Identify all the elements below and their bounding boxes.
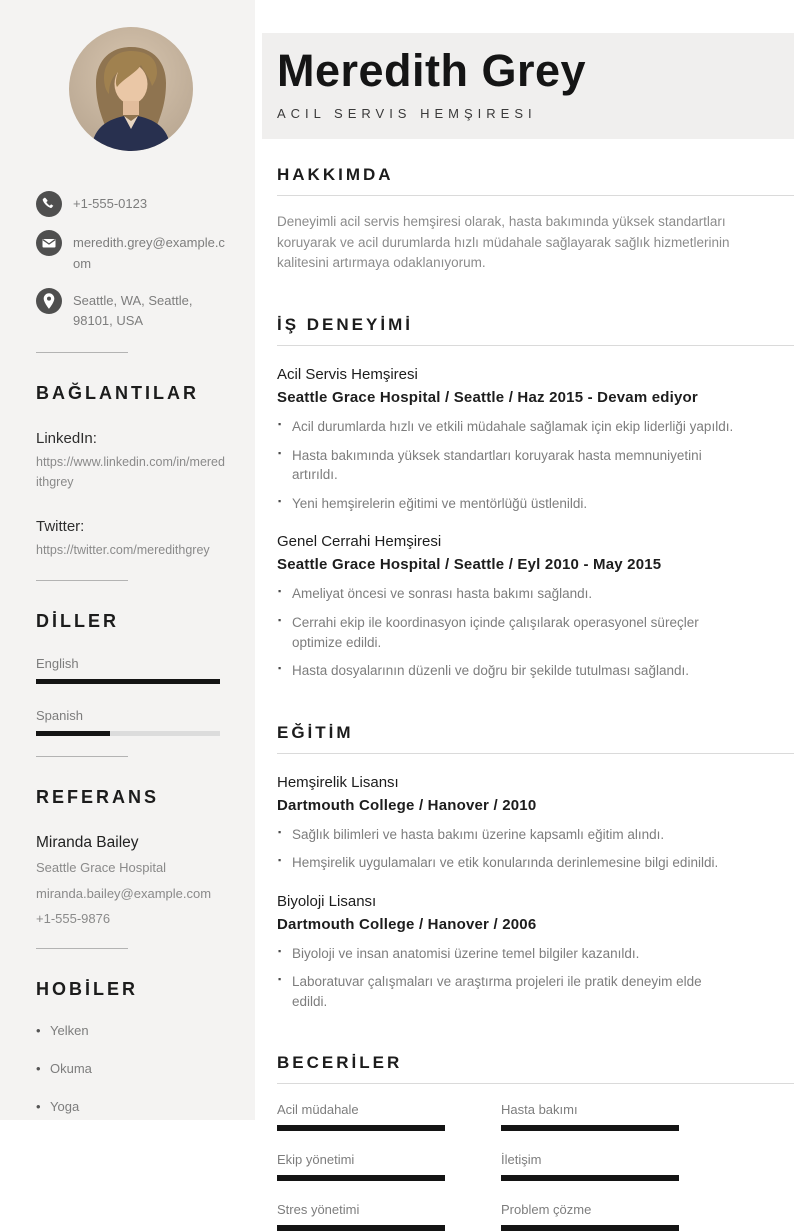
entry-bullet-list	[277, 825, 794, 873]
skill-level-fill	[277, 1175, 445, 1181]
links-heading: BAĞLANTILAR	[36, 383, 199, 404]
link-item-linkedin	[36, 430, 225, 492]
entry-bullet: ▪ Ameliyat öncesi ve sonrası hasta bakımı sağlandı.	[277, 584, 739, 604]
skill-level-fill	[501, 1175, 679, 1181]
skill-name: Problem çözme	[501, 1202, 592, 1218]
link-url[interactable]: https://twitter.com/meredithgrey	[36, 542, 210, 557]
main-column	[255, 0, 794, 1218]
education-section	[277, 723, 794, 1012]
education-heading: EĞİTİM	[277, 722, 354, 742]
language-name: Spanish	[36, 708, 83, 724]
entry-bullet: ▪ Cerrahi ekip ile koordinasyon içinde çalışılarak operasyonel süreçler optimize edildi.	[277, 613, 739, 652]
skill-item	[501, 1102, 679, 1131]
skill-level-bar	[501, 1175, 679, 1181]
about-text: Deneyimli acil servis hemşiresi olarak, hasta bakımında yüksek standartları koruyarak ve acil durumlarda hızlı müdahale sağlayarak sağlık hizmetlerinin kalitesini artırmaya odaklanıyorum.	[277, 214, 730, 270]
skill-name: Acil müdahale	[277, 1102, 359, 1118]
entry-bullet-list	[277, 584, 794, 680]
main-content	[277, 165, 794, 1231]
sidebar-divider	[36, 352, 128, 353]
skills-section	[277, 1053, 794, 1231]
entry-bullet: ▪ Laboratuvar çalışmaları ve araştırma projeleri ile pratik deneyim elde edildi.	[277, 972, 739, 1011]
reference-section	[36, 787, 225, 928]
contact-location-row	[36, 288, 225, 333]
entry-bullet: ▪ Hasta bakımında yüksek standartları koruyarak hasta memnuniyetini artırıldı.	[277, 446, 739, 485]
about-section	[277, 165, 794, 273]
reference-phone: +1-555-9876	[36, 910, 111, 926]
sidebar-divider	[36, 756, 128, 757]
contact-phone-row	[36, 191, 225, 217]
education-entry	[277, 774, 794, 873]
hobby-item: • Okuma	[36, 1061, 225, 1076]
location-value: Seattle, WA, Seattle, 98101, USA	[73, 292, 193, 329]
skill-item	[501, 1202, 679, 1231]
skill-level-fill	[501, 1225, 679, 1231]
skill-level-bar	[277, 1175, 445, 1181]
link-label: Twitter:	[36, 517, 85, 535]
skills-heading: BECERİLER	[277, 1053, 403, 1073]
hobby-item: • Yelken	[36, 1023, 225, 1038]
language-level-bar	[36, 731, 220, 736]
skill-name: İletişim	[501, 1152, 542, 1168]
name-banner	[262, 33, 794, 139]
entry-bullet: ▪ Acil durumlarda hızlı ve etkili müdahale sağlamak için ekip liderliği yapıldı.	[277, 417, 739, 437]
languages-section	[36, 611, 225, 736]
entry-title: Acil Servis Hemşiresi	[277, 366, 418, 384]
skill-level-fill	[501, 1125, 679, 1131]
phone-value: +1-555-0123	[73, 196, 148, 211]
languages-heading: DİLLER	[36, 611, 119, 632]
language-level-bar	[36, 679, 220, 684]
language-item	[36, 708, 225, 736]
entry-bullet: ▪ Hemşirelik uygulamaları ve etik konularında derinlemesine bilgi edinildi.	[277, 853, 739, 873]
sidebar	[0, 0, 255, 1120]
skill-level-fill	[277, 1225, 445, 1231]
language-name: English	[36, 656, 79, 672]
skills-grid	[277, 1102, 794, 1231]
skill-item	[501, 1152, 679, 1181]
experience-section	[277, 315, 794, 681]
profile-photo-illustration	[69, 27, 193, 151]
section-rule	[277, 195, 794, 196]
skill-item	[277, 1152, 445, 1181]
section-rule	[277, 1083, 794, 1084]
experience-heading: İŞ DENEYİMİ	[277, 315, 413, 335]
reference-heading: REFERANS	[36, 787, 160, 808]
entry-bullet: ▪ Biyoloji ve insan anatomisi üzerine temel bilgiler kazanıldı.	[277, 944, 739, 964]
skill-name: Ekip yönetimi	[277, 1152, 355, 1168]
reference-company: Seattle Grace Hospital	[36, 860, 167, 876]
location-icon	[36, 288, 62, 314]
skill-level-bar	[501, 1125, 679, 1131]
profile-photo	[69, 27, 193, 151]
entry-bullet-list	[277, 944, 794, 1012]
entry-title: Biyoloji Lisansı	[277, 892, 377, 910]
skill-item	[277, 1102, 445, 1131]
entry-meta: Seattle Grace Hospital / Seattle / Haz 2015 - Devam ediyor	[277, 389, 698, 407]
link-label: LinkedIn:	[36, 430, 97, 448]
hobbies-section	[36, 979, 225, 1114]
reference-email[interactable]: miranda.bailey@example.com	[36, 885, 212, 901]
person-name: Meredith Grey	[277, 45, 587, 96]
skill-level-bar	[277, 1125, 445, 1131]
phone-icon	[36, 191, 62, 217]
hobbies-heading: HOBİLER	[36, 978, 138, 999]
link-url[interactable]: https://www.linkedin.com/in/meredithgrey	[36, 455, 225, 489]
language-item	[36, 656, 225, 684]
skill-name: Stres yönetimi	[277, 1202, 360, 1218]
skill-item	[277, 1202, 445, 1231]
skill-level-fill	[277, 1125, 445, 1131]
language-level-fill	[36, 731, 110, 736]
hobby-item: • Yoga	[36, 1099, 225, 1114]
entry-bullet: ▪ Yeni hemşirelerin eğitimi ve mentörlüğü üstlenildi.	[277, 494, 739, 514]
email-icon	[36, 230, 62, 256]
contact-email-row	[36, 230, 225, 275]
about-heading: HAKKIMDA	[277, 165, 394, 185]
links-section	[36, 383, 225, 560]
contact-section	[36, 191, 225, 332]
entry-meta: Dartmouth College / Hanover / 2010	[277, 796, 537, 814]
language-level-fill	[36, 679, 220, 684]
sidebar-divider	[36, 948, 128, 949]
section-rule	[277, 345, 794, 346]
entry-bullet-list	[277, 417, 794, 513]
skill-name: Hasta bakımı	[501, 1102, 578, 1118]
skill-level-bar	[501, 1225, 679, 1231]
entry-meta: Seattle Grace Hospital / Seattle / Eyl 2010 - May 2015	[277, 556, 662, 574]
entry-meta: Dartmouth College / Hanover / 2006	[277, 915, 537, 933]
experience-entry	[277, 533, 794, 680]
job-title: ACIL SERVIS HEMŞIRESI	[277, 106, 537, 122]
entry-title: Genel Cerrahi Hemşiresi	[277, 533, 442, 551]
link-item-twitter	[36, 518, 225, 560]
entry-title: Hemşirelik Lisansı	[277, 773, 399, 791]
skill-level-bar	[277, 1225, 445, 1231]
sidebar-divider	[36, 580, 128, 581]
entry-bullet: ▪ Sağlık bilimleri ve hasta bakımı üzerine kapsamlı eğitim alındı.	[277, 825, 739, 845]
section-rule	[277, 753, 794, 754]
entry-bullet: ▪ Hasta dosyalarının düzenli ve doğru bir şekilde tutulması sağlandı.	[277, 661, 739, 681]
education-entry	[277, 893, 794, 1012]
email-value[interactable]: meredith.grey@example.com	[73, 235, 225, 271]
experience-entry	[277, 366, 794, 513]
hobby-list	[36, 1023, 225, 1114]
reference-name: Miranda Bailey	[36, 834, 139, 852]
